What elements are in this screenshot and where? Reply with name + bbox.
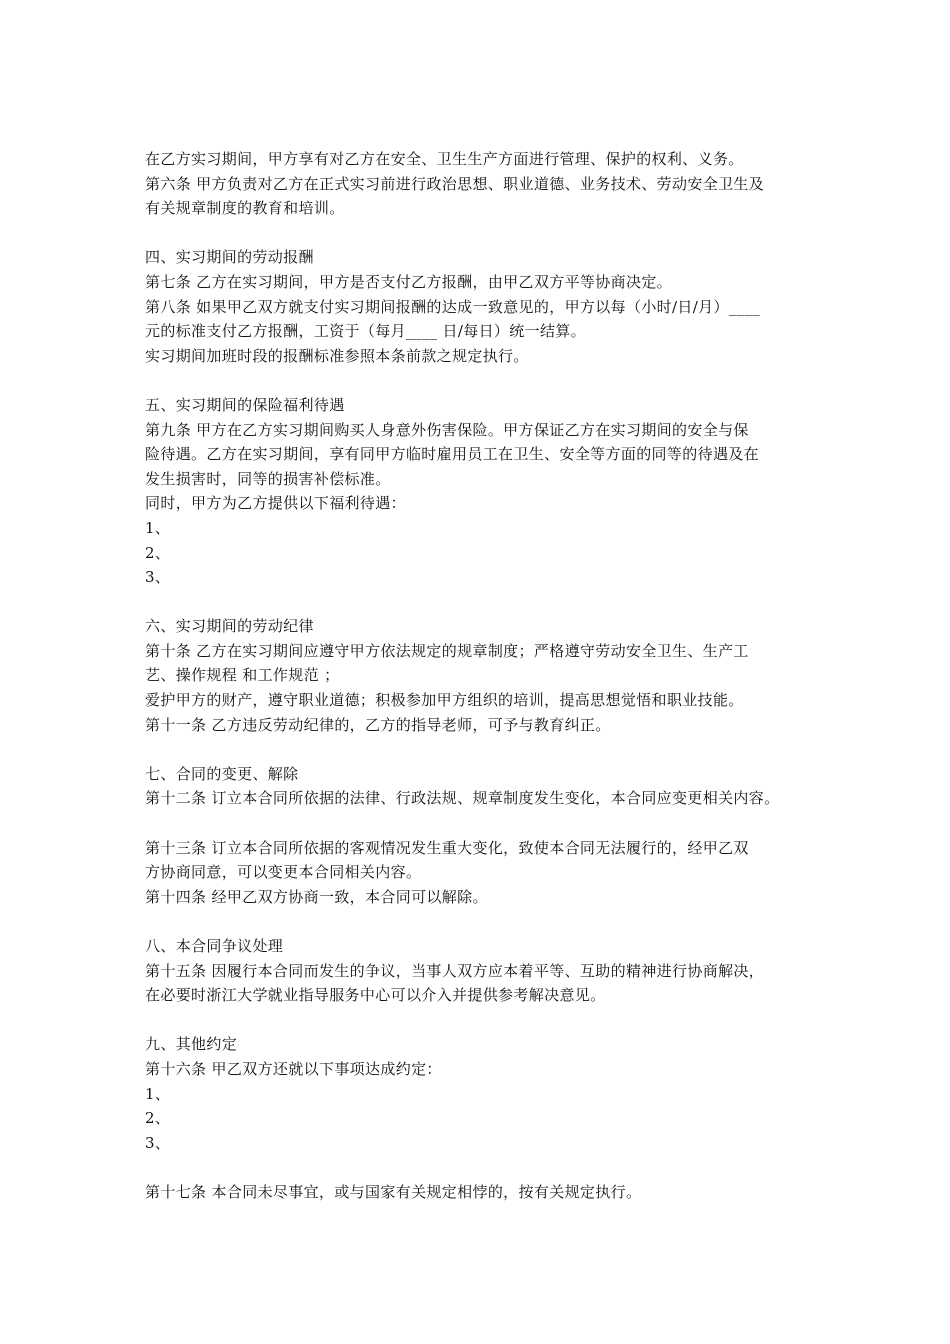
benefits-intro: 同时，甲方为乙方提供以下福利待遇： <box>145 494 406 513</box>
clause-10-line-3: 爱护甲方的财产，遵守职业道德；积极参加甲方组织的培训，提高思想觉悟和职业技能。 <box>145 691 744 710</box>
clause-9-line-1: 第九条 甲方在乙方实习期间购买人身意外伤害保险。甲方保证乙方在实习期间的安全与保 <box>145 420 749 439</box>
section-heading-9: 九、其他约定 <box>145 1035 238 1054</box>
clause-14: 第十四条 经甲乙双方协商一致，本合同可以解除。 <box>145 887 488 906</box>
clause-11: 第十一条 乙方违反劳动纪律的，乙方的指导老师，可予与教育纠正。 <box>145 715 611 734</box>
blank-line <box>145 590 825 615</box>
clause-6-line-1: 第六条 甲方负责对乙方在正式实习前进行政治思想、职业道德、业务技术、劳动安全卫生及 <box>145 174 765 193</box>
list-item: 2、 <box>145 543 171 562</box>
list-item: 1、 <box>145 1084 171 1103</box>
blank-line <box>145 737 825 762</box>
clause-9-line-3: 发生损害时，同等的损害补偿标准。 <box>145 469 391 488</box>
blank-line <box>145 811 825 836</box>
section-heading-7: 七、合同的变更、解除 <box>145 764 299 783</box>
section-heading-4: 四、实习期间的劳动报酬 <box>145 248 314 267</box>
clause-7: 第七条 乙方在实习期间，甲方是否支付乙方报酬，由甲乙双方平等协商决定。 <box>145 272 673 291</box>
section-heading-8: 八、本合同争议处理 <box>145 937 284 955</box>
clause-10-line-2: 艺、操作规程 和工作规范 ； <box>145 666 340 685</box>
blank-line <box>145 1008 825 1033</box>
clause-12: 第十二条 订立本合同所依据的法律、行政法规、规章制度发生变化，本合同应变更相关内容。 <box>145 789 780 808</box>
clause-16: 第十六条 甲乙双方还就以下事项达成约定： <box>145 1059 442 1078</box>
blank-line <box>145 368 825 393</box>
clause-8-line-3: 实习期间加班时段的报酬标准参照本条前款之规定执行。 <box>145 346 529 365</box>
section-heading-5: 五、实习期间的保险福利待遇 <box>145 395 345 414</box>
clause-8-line-1: 第八条 如果甲乙双方就支付实习期间报酬的达成一致意见的，甲方以每（小时/日/月）____ <box>145 297 761 316</box>
document-body <box>145 147 825 1205</box>
clause-6-line-2: 有关规章制度的教育和培训。 <box>145 199 345 218</box>
clause-10-line-1: 第十条 乙方在实习期间应遵守甲方依法规定的规章制度；严格遵守劳动安全卫生、生产工 <box>145 641 749 660</box>
blank-line <box>145 909 825 934</box>
clause-9-line-2: 险待遇。乙方在实习期间，享有同甲方临时雇用员工在卫生、安全等方面的同等的待遇及在 <box>145 445 760 464</box>
paragraph-line: 在乙方实习期间，甲方享有对乙方在安全、卫生生产方面进行管理、保护的权利、义务。 <box>145 150 744 168</box>
section-heading-6: 六、实习期间的劳动纪律 <box>145 617 314 636</box>
blank-line <box>145 221 825 246</box>
clause-15-line-1: 第十五条 因履行本合同而发生的争议，当事人双方应本着平等、互助的精神进行协商解决， <box>145 961 765 980</box>
list-item: 2、 <box>145 1109 171 1128</box>
list-item: 3、 <box>145 1133 171 1152</box>
clause-8-line-2: 元的标准支付乙方报酬，工资于（每月____ 日/每日）统一结算。 <box>145 322 587 341</box>
blank-line <box>145 1155 825 1180</box>
list-item: 1、 <box>145 518 171 537</box>
clause-13-line-2: 方协商同意，可以变更本合同相关内容。 <box>145 863 422 882</box>
list-item: 3、 <box>145 568 171 587</box>
clause-15-line-2: 在必要时浙江大学就业指导服务中心可以介入并提供参考解决意见。 <box>145 986 606 1005</box>
clause-17: 第十七条 本合同未尽事宜，或与国家有关规定相悖的，按有关规定执行。 <box>145 1182 642 1201</box>
clause-13-line-1: 第十三条 订立本合同所依据的客观情况发生重大变化，致使本合同无法履行的，经甲乙双 <box>145 838 749 857</box>
